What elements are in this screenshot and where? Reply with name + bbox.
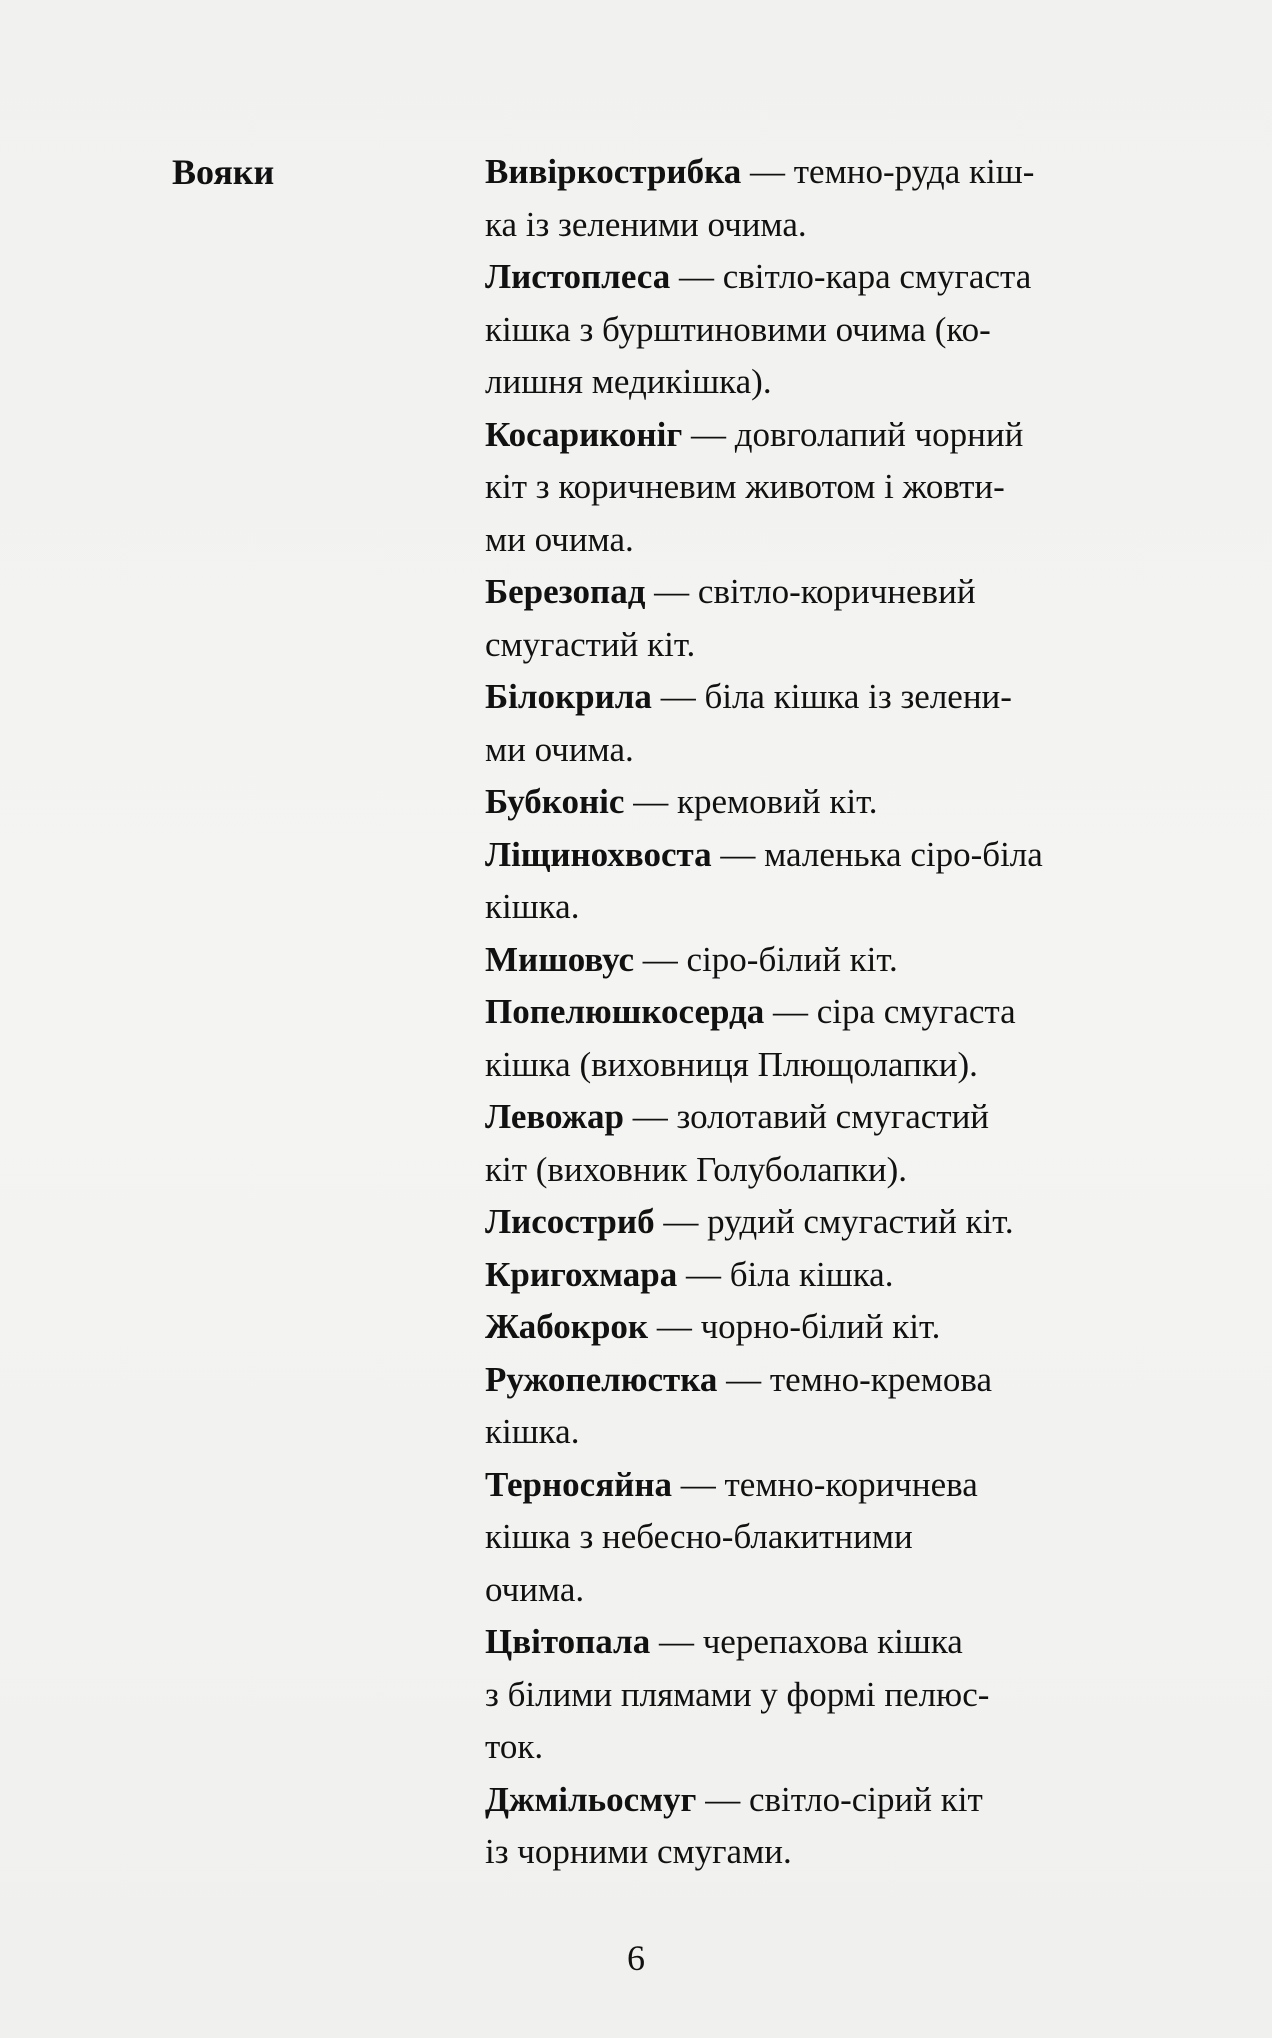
entry-line: смугастий кіт.: [485, 624, 696, 664]
character-name: Ружопелюстка: [485, 1359, 718, 1399]
character-name: Кригохмара: [485, 1254, 678, 1294]
entry-line: кішка.: [485, 887, 580, 926]
character-entry: [485, 1301, 1165, 1354]
entry-line: ми очима.: [485, 729, 634, 769]
character-name: Джмільосмуг: [485, 1779, 697, 1819]
character-description: — біла кішка із зелени-: [651, 677, 1012, 716]
character-name: Цвітопала: [485, 1622, 651, 1661]
entry-line: лишня медикішка).: [485, 362, 772, 401]
character-name: Білокрила: [485, 677, 652, 716]
entry-line: кіт (виховник Голуболапки).: [485, 1149, 908, 1189]
entry-line: з білими плямами у формі пелюс-: [485, 1674, 990, 1714]
entry-line: очима.: [485, 1569, 585, 1609]
character-name: Вивіркострибка: [485, 152, 742, 191]
character-name: Попелюшкосерда: [485, 992, 765, 1031]
entry-line: кішка з бурштиновими очима (ко-: [485, 309, 991, 349]
character-description: — маленька сіро-біла: [711, 834, 1043, 874]
character-description: — світло-кара смугаста: [670, 257, 1032, 296]
entry-line: [485, 671, 1165, 724]
character-entry: [485, 1774, 1165, 1879]
character-entry: [485, 409, 1165, 567]
character-entry: [485, 1249, 1165, 1302]
character-name: Листоплеса: [485, 257, 671, 296]
entry-line: [485, 1354, 1165, 1407]
entry-line: [485, 986, 1165, 1039]
entry-line: [485, 1616, 1165, 1669]
entry-line: [485, 829, 1165, 882]
character-list: [485, 146, 1165, 1879]
entry-line: кішка.: [485, 1412, 580, 1451]
entry-line: кіт з коричневим животом і жовти-: [485, 467, 1005, 506]
entry-line: [485, 146, 1165, 199]
character-entry: [485, 934, 1165, 987]
entry-line: кішка з небесно-блакитними: [485, 1517, 913, 1556]
character-description: — сіро-білий кіт.: [634, 939, 898, 979]
section-heading-warriors: Вояки: [172, 152, 275, 192]
character-entry: [485, 671, 1165, 776]
entry-line: [485, 251, 1165, 304]
character-description: — темно-кремова: [717, 1359, 993, 1399]
character-description: — біла кішка.: [677, 1254, 894, 1294]
entry-line: ми очима.: [485, 519, 634, 559]
character-entry: [485, 1459, 1165, 1617]
character-entry: [485, 1091, 1165, 1196]
character-description: — чорно-білий кіт.: [648, 1307, 941, 1346]
character-entry: [485, 1196, 1165, 1249]
character-name: Косариконіг: [485, 414, 683, 454]
character-entry: [485, 1616, 1165, 1774]
entry-line: із чорними смугами.: [485, 1832, 792, 1871]
entry-line: [485, 1249, 1165, 1302]
entry-line: [485, 1301, 1165, 1354]
character-description: — черепахова кішка: [650, 1622, 963, 1661]
entry-line: [485, 1459, 1165, 1512]
character-description: — світло-коричневий: [645, 572, 976, 611]
character-description: — рудий смугастий кіт.: [654, 1202, 1014, 1241]
character-name: Березопад: [485, 572, 646, 611]
entry-line: кішка (виховниця Плющолапки).: [485, 1044, 978, 1084]
entry-line: [485, 566, 1165, 619]
character-name: Бубконіс: [485, 782, 625, 821]
character-name: Лисостриб: [485, 1202, 655, 1241]
character-name: Левожар: [485, 1097, 625, 1136]
character-name: Мишовус: [485, 939, 635, 979]
entry-line: [485, 1091, 1165, 1144]
character-description: — довголапий чорний: [682, 414, 1024, 454]
character-description: — сіра смугаста: [764, 992, 1016, 1031]
character-description: — золотавий смугастий: [624, 1097, 990, 1136]
entry-line: [485, 776, 1165, 829]
character-name: Терносяйна: [485, 1464, 672, 1504]
character-description: — кремовий кіт.: [624, 782, 878, 821]
entry-line: [485, 409, 1165, 462]
entry-line: ток.: [485, 1727, 544, 1766]
character-entry: [485, 829, 1165, 934]
character-entry: [485, 566, 1165, 671]
page-number: 6: [627, 1938, 645, 1978]
entry-line: [485, 1774, 1165, 1827]
character-entry: [485, 251, 1165, 409]
entry-line: [485, 1196, 1165, 1249]
character-name: Жабокрок: [485, 1307, 649, 1346]
character-name: Ліщинохвоста: [485, 834, 712, 874]
entry-line: [485, 934, 1165, 987]
character-entry: [485, 1354, 1165, 1459]
entry-line: ка із зеленими очима.: [485, 204, 807, 244]
character-entry: [485, 776, 1165, 829]
character-entry: [485, 986, 1165, 1091]
character-entry: [485, 146, 1165, 251]
character-description: — темно-коричнева: [671, 1464, 978, 1504]
character-description: — темно-руда кіш-: [741, 152, 1035, 191]
character-description: — світло-сірий кіт: [696, 1779, 983, 1819]
